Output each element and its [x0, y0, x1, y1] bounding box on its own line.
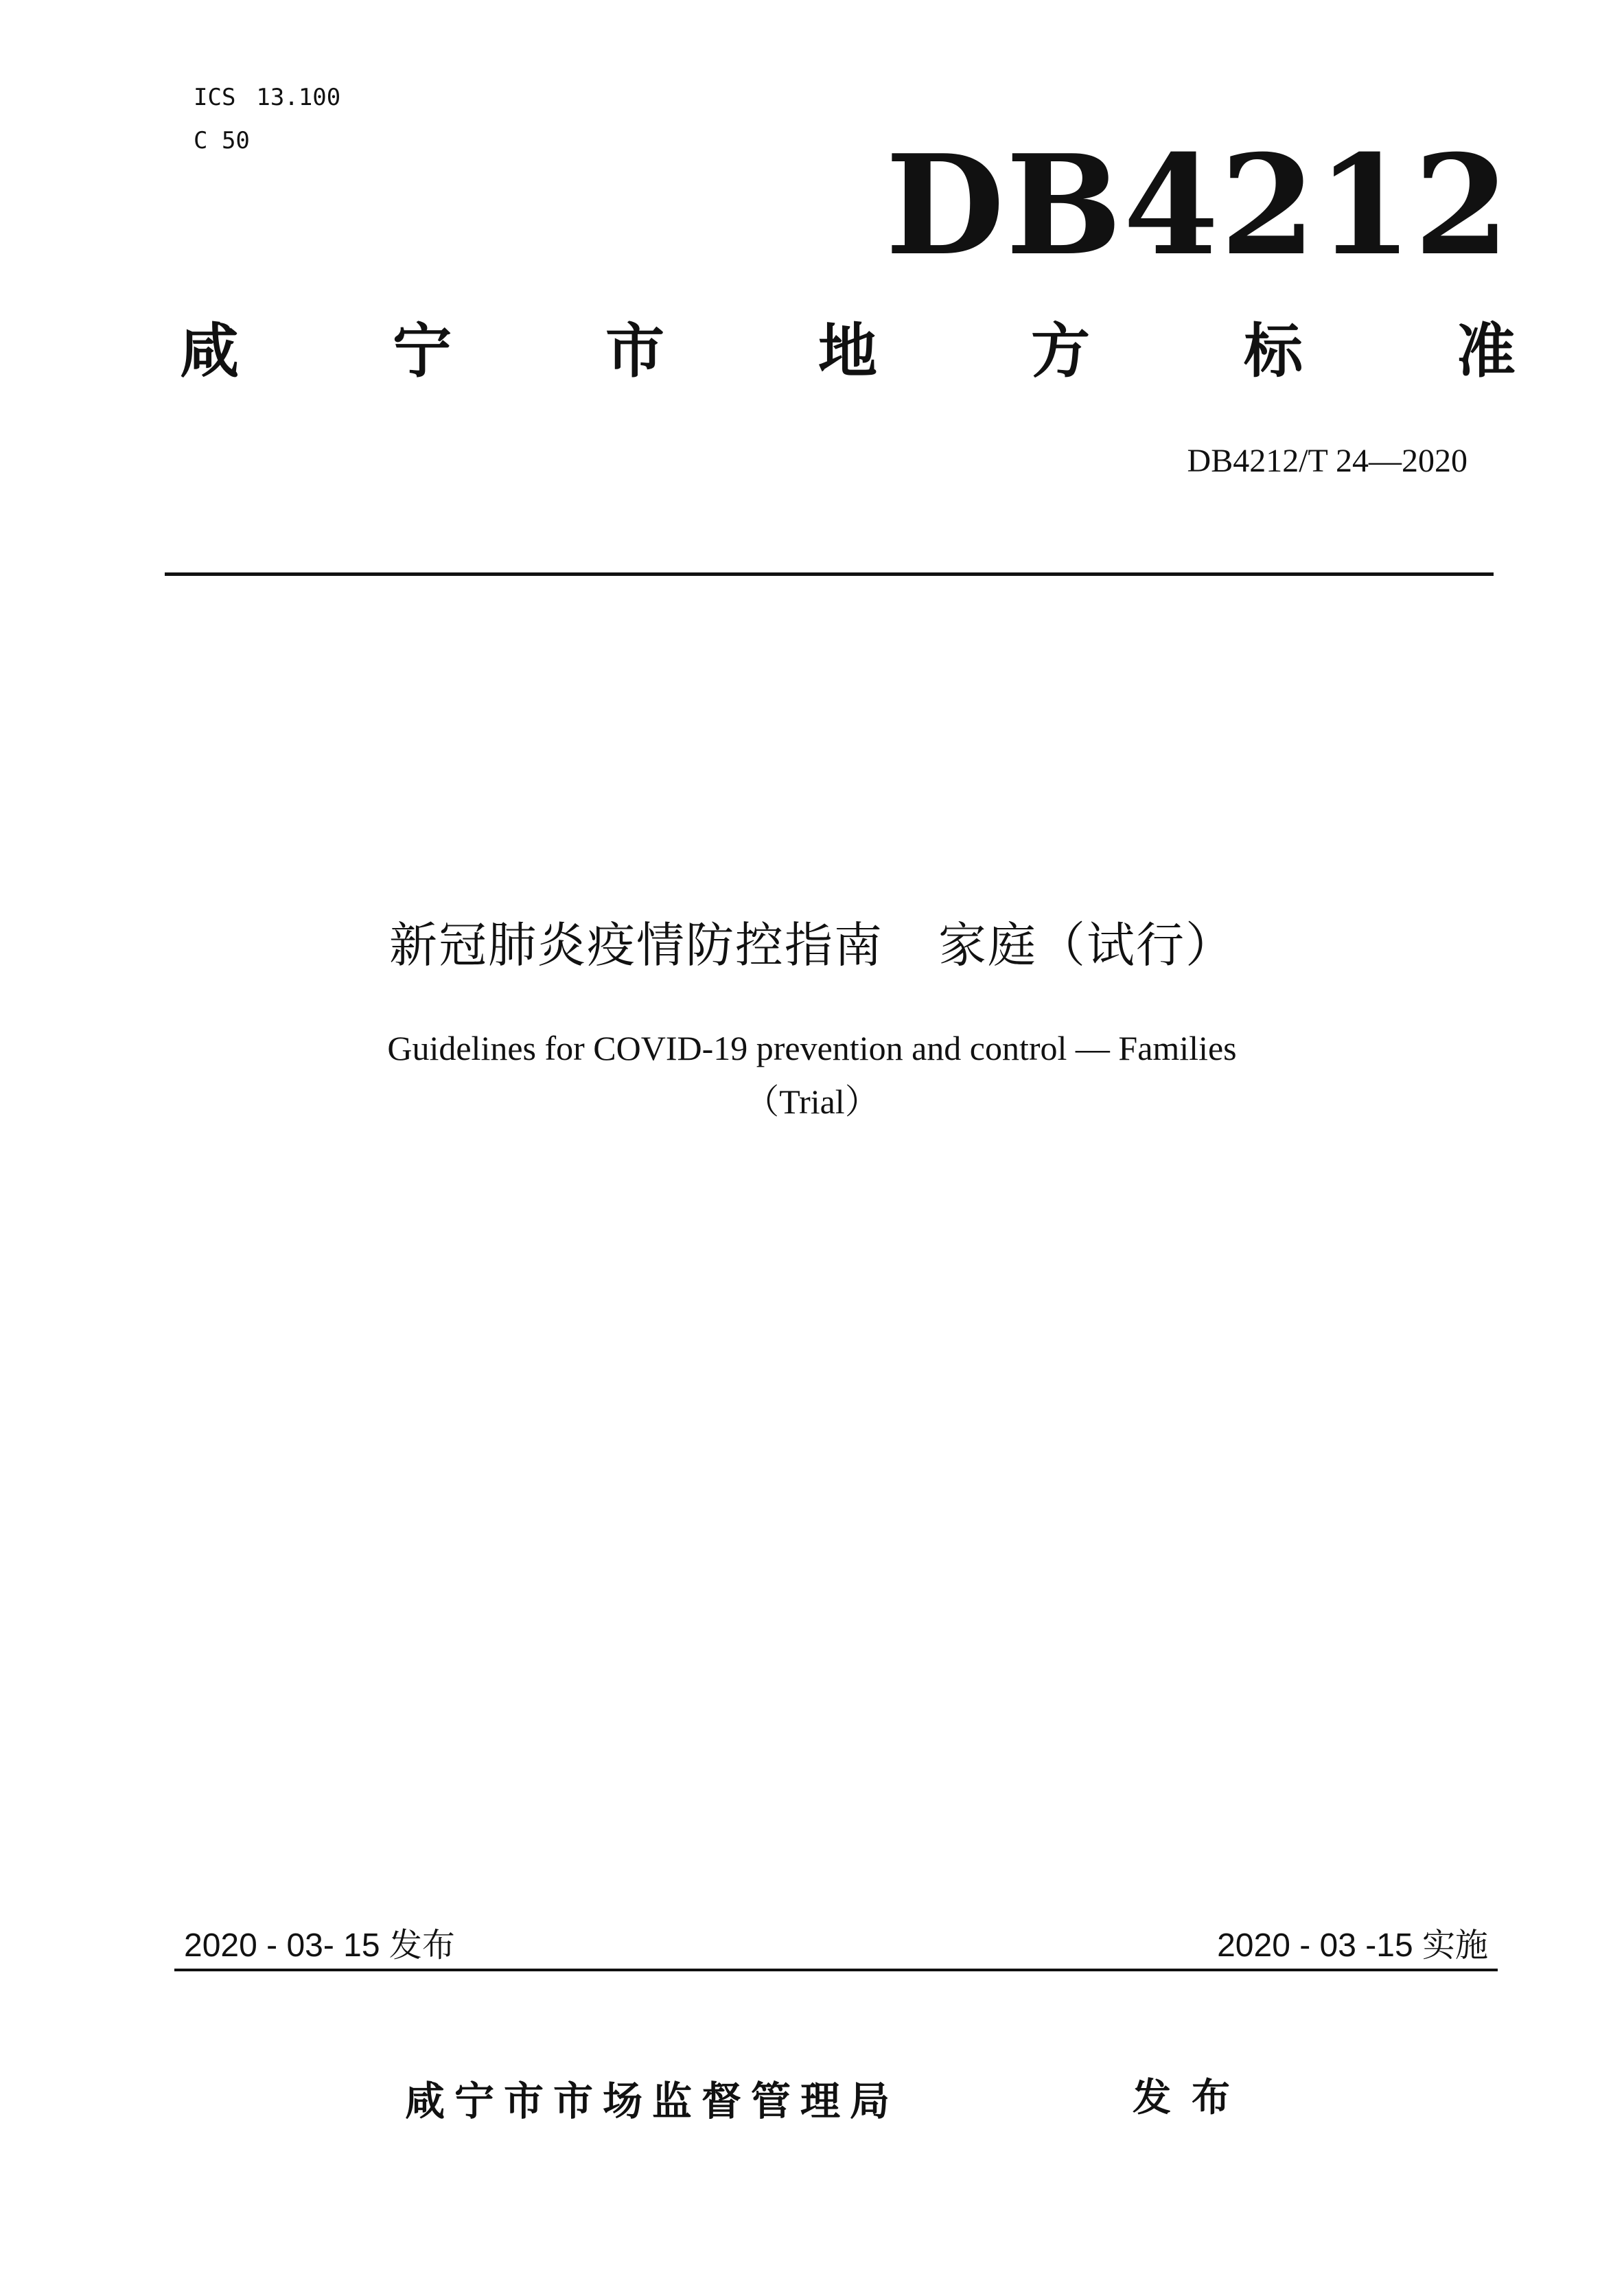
standard-type-char: 咸 — [180, 317, 239, 386]
publish-label: 发布 — [1133, 2076, 1251, 2120]
ics-code: 13.100 — [256, 84, 341, 111]
ics-classification — [194, 84, 340, 111]
standard-type-char: 市 — [605, 317, 664, 386]
title-chinese-main: 新冠肺炎疫情防控指南 — [389, 917, 883, 973]
standard-code-logo: DB4212 — [885, 125, 1511, 286]
standard-type-char: 标 — [1244, 317, 1303, 386]
issue-date: 2020 - 03- 15 发布 — [184, 1927, 455, 1964]
standard-type-char: 地 — [818, 317, 877, 386]
standard-number: DB4212/T 24—2020 — [1187, 443, 1468, 479]
ccs-classification: C 50 — [194, 127, 250, 154]
standard-type-char: 准 — [1457, 317, 1516, 386]
document-title-english: Guidelines for COVID-19 prevention and control — Families — [387, 1029, 1237, 1067]
standard-type-char: 宁 — [393, 317, 452, 386]
title-chinese-sub: 家庭（试行） — [938, 917, 1235, 973]
top-divider — [165, 572, 1494, 576]
implementation-date: 2020 - 03 -15 实施 — [1217, 1927, 1488, 1964]
publisher-name: 咸宁市市场监督管理局 — [405, 2078, 900, 2124]
standard-type-heading — [175, 317, 1520, 386]
ics-label: ICS — [194, 84, 236, 111]
bottom-divider — [174, 1969, 1498, 1971]
standard-type-char: 方 — [1031, 317, 1090, 386]
document-title-english-trial: （Trial） — [745, 1082, 879, 1121]
document-title-chinese — [0, 914, 1624, 976]
